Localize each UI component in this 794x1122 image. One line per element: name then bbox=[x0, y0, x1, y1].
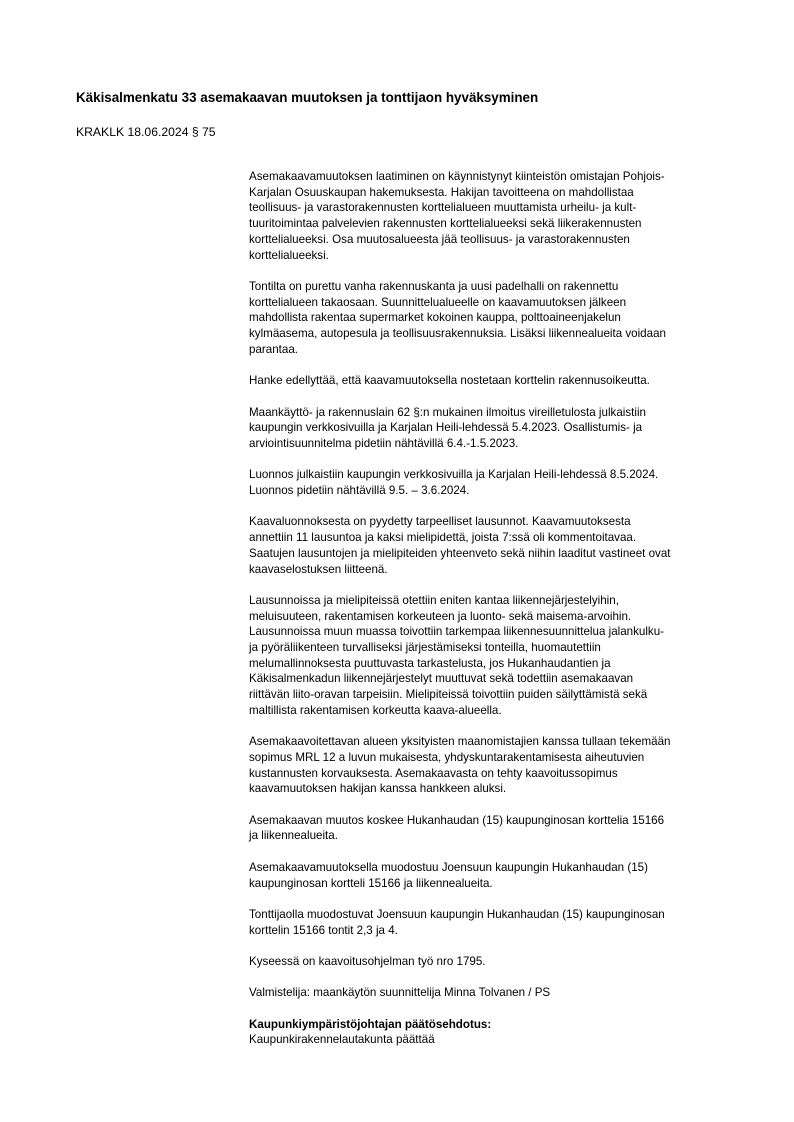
body-paragraph bbox=[249, 734, 739, 797]
paragraph-line: korttelialueeksi. Osa muutosalueesta jää teollisuus- ja varastorakennusten bbox=[249, 232, 630, 246]
paragraph-line: kaavaselostuksen liitteenä. bbox=[249, 562, 388, 576]
body-paragraph bbox=[249, 169, 739, 263]
paragraph-line: riittävän liito-oravan tarpeisiin. Mielipiteissä toivottiin puiden säilyttämistä sekä bbox=[249, 688, 648, 702]
body-paragraph bbox=[249, 467, 739, 498]
paragraph-line: Asemakaavamuutoksen laatiminen on käynnistynyt kiinteistön omistajan Pohjois- bbox=[249, 170, 665, 183]
paragraph-line: kylmäasema, autopesula ja teollisuusrakennuksia. Lisäksi liikennealueita voidaan bbox=[249, 327, 666, 341]
body-paragraph bbox=[249, 813, 739, 844]
paragraph-line: Maankäyttö- ja rakennuslain 62 §:n mukainen ilmoitus vireilletulosta julkaistiin bbox=[249, 405, 646, 419]
paragraph-line: Kyseessä on kaavoitusohjelman työ nro 1795. bbox=[249, 954, 486, 968]
body-paragraph bbox=[249, 860, 739, 891]
paragraph-line: kaupunginosan kortteli 15166 ja liikennealueita. bbox=[249, 876, 493, 890]
body-paragraph bbox=[249, 405, 739, 452]
paragraph-line: Luonnos julkaistiin kaupungin verkkosivuilla ja Karjalan Heili-lehdessä 8.5.2024. bbox=[249, 468, 659, 482]
paragraph-line: parantaa. bbox=[249, 342, 298, 356]
paragraph-line: Asemakaavoitettavan alueen yksityisten maanomistajien kanssa tullaan tekemään bbox=[249, 735, 671, 749]
paragraph-line: Tonttijaolla muodostuvat Joensuun kaupungin Hukanhaudan (15) kaupunginosan bbox=[249, 907, 665, 921]
body-paragraph bbox=[249, 373, 739, 389]
paragraph-line: Käkisalmenkadun liikennejärjestelyt muuttuvat sekä todettiin asemakaavan bbox=[249, 672, 634, 686]
paragraph-line: ja pyöräliikenteen turvalliseksi järjestämiseksi tonteilla, huomautettiin bbox=[249, 641, 601, 654]
paragraph-line: kaavamuutoksen hakijan kanssa hankkeen aluksi. bbox=[249, 782, 507, 796]
paragraph-line: Asemakaavan muutos koskee Hukanhaudan (15) kaupunginosan korttelia 15166 bbox=[249, 813, 665, 827]
proposal-section bbox=[249, 1017, 739, 1048]
paragraph-line: Luonnos pidetiin nähtävillä 9.5. – 3.6.2024. bbox=[249, 484, 470, 497]
document-body bbox=[249, 169, 739, 1064]
paragraph-line: Lausunnoissa muun muassa toivottiin tarkempaa liikennesuunnittelua jalankulku- bbox=[249, 625, 665, 639]
paragraph-line: kaupungin verkkosivuilla ja Karjalan Heili-lehdessä 5.4.2023. Osallistumis- ja bbox=[249, 421, 643, 435]
paragraph-line: mahdollista rakentaa supermarket kokoinen kauppa, polttoaineenjakelun bbox=[249, 311, 621, 325]
paragraph-line: kustannusten korvauksesta. Asemakaavasta on tehty kaavoitussopimus bbox=[249, 766, 618, 780]
paragraph-line: Kaavaluonnoksesta on pyydetty tarpeelliset lausunnot. Kaavamuutoksesta bbox=[249, 515, 631, 529]
paragraph-line: korttelin 15166 tontit 2,3 ja 4. bbox=[249, 923, 398, 937]
body-paragraph bbox=[249, 985, 739, 1001]
page-title: Käkisalmenkatu 33 asemakaavan muutoksen ja tonttijaon hyväksyminen bbox=[76, 90, 539, 105]
paragraph-line: meluisuuteen, rakentamisen korkeuteen ja luonto- sekä maisema-arvoihin. bbox=[249, 609, 632, 623]
paragraph-line: annettiin 11 lausuntoa ja kaksi mielipidettä, joista 7:ssä oli kommentoitavaa. bbox=[249, 531, 637, 545]
paragraph-line: tuuritoimintaa palvelevien rakennusten korttelialueeksi sekä liikerakennusten bbox=[249, 217, 642, 231]
body-paragraph bbox=[249, 954, 739, 970]
paragraph-line: maltillista rakentamisen korkeutta kaava-alueella. bbox=[249, 703, 502, 717]
body-paragraph bbox=[249, 279, 739, 358]
paragraph-line: ja liikennealueita. bbox=[249, 829, 338, 843]
paragraph-line: melumallinnoksesta puuttuvasta tarkastelusta, jos Hukanhaudantien ja bbox=[249, 656, 611, 670]
paragraph-line: sopimus MRL 12 a luvun mukaisesta, yhdyskuntarakentamisesta aiheutuvien bbox=[249, 750, 645, 764]
paragraph-line: Karjalan Osuuskaupan hakemuksesta. Hakijan tavoitteena on mahdollistaa bbox=[249, 185, 634, 199]
paragraph-line: Hanke edellyttää, että kaavamuutoksella nostetaan korttelin rakennusoikeutta. bbox=[249, 374, 650, 388]
paragraph-line: arviointisuunnitelma pidetiin nähtävillä 6.4.-1.5.2023. bbox=[249, 436, 519, 450]
paragraph-line: Asemakaavamuutoksella muodostuu Joensuun kaupungin Hukanhaudan (15) bbox=[249, 860, 648, 874]
paragraph-line: Lausunnoissa ja mielipiteissä otettiin eniten kantaa liikennejärjestelyihin, bbox=[249, 593, 619, 607]
paragraph-line: korttelialueeksi. bbox=[249, 248, 329, 262]
body-paragraph bbox=[249, 593, 739, 719]
meeting-reference: KRAKLK 18.06.2024 § 75 bbox=[76, 125, 216, 139]
paragraph-line: korttelialueen takaosaan. Suunnittelualueelle on kaavamuutoksen jälkeen bbox=[249, 295, 627, 309]
paragraph-line: Tontilta on purettu vanha rakennuskanta ja uusi padelhalli on rakennettu bbox=[249, 279, 619, 293]
body-paragraph bbox=[249, 907, 739, 938]
paragraph-line: Saatujen lausuntojen ja mielipiteiden yhteenveto sekä niihin laaditut vastineet ovat bbox=[249, 546, 671, 560]
paragraph-line: Valmistelija: maankäytön suunnittelija Minna Tolvanen / PS bbox=[249, 986, 551, 1000]
paragraph-line: teollisuus- ja varastorakennusten korttelialueen muuttamista urheilu- ja kult- bbox=[249, 201, 637, 215]
body-paragraph bbox=[249, 514, 739, 577]
proposal-heading: Kaupunkiympäristöjohtajan päätösehdotus: bbox=[249, 1017, 492, 1031]
paragraph-list bbox=[249, 169, 739, 1001]
proposal-text: Kaupunkirakennelautakunta päättää bbox=[249, 1033, 435, 1047]
